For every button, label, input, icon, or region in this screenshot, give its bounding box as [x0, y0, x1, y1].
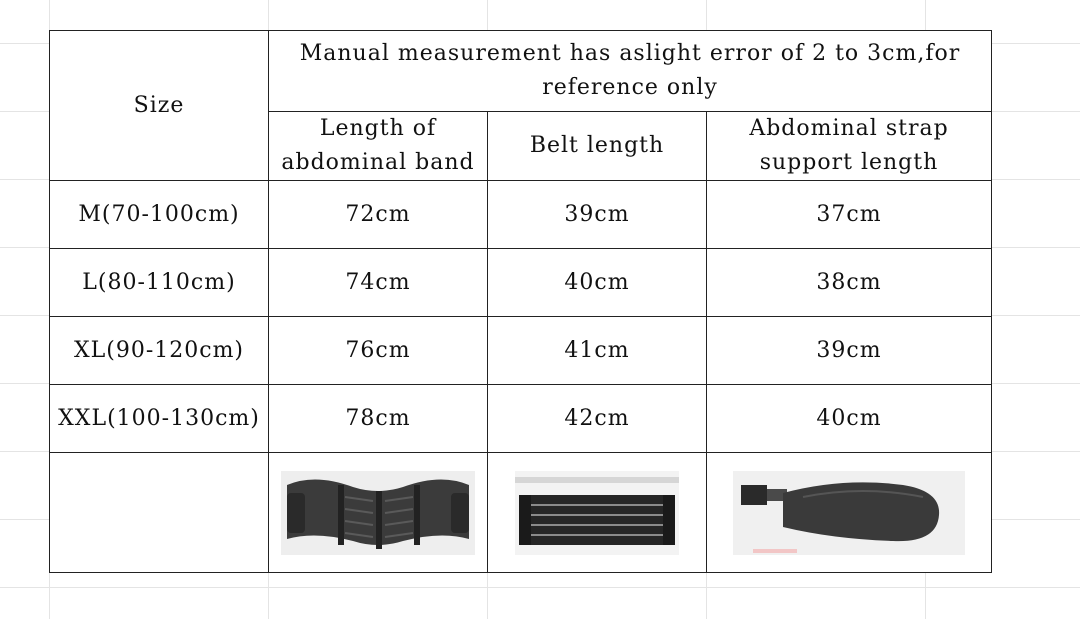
product-image-row — [50, 453, 992, 573]
column-header-band-length: Length of abdominal band — [269, 112, 488, 181]
strap-length-cell: 39cm — [707, 317, 992, 385]
size-chart-table — [49, 30, 992, 573]
band-length-cell: 78cm — [269, 385, 488, 453]
size-header-cell: Size — [50, 31, 269, 181]
belt-length-cell: 41cm — [488, 317, 707, 385]
table-row — [50, 317, 992, 385]
column-header-strap-length: Abdominal strap support length — [707, 112, 992, 181]
size-cell: L(80-110cm) — [50, 249, 269, 317]
strap-length-cell: 37cm — [707, 181, 992, 249]
column-header-belt-length: Belt length — [488, 112, 707, 181]
empty-cell — [50, 453, 269, 573]
abdominal-band-image-cell — [269, 453, 488, 573]
abdominal-band-photo — [281, 471, 475, 555]
band-length-cell: 74cm — [269, 249, 488, 317]
strap-length-cell: 40cm — [707, 385, 992, 453]
strap-length-cell: 38cm — [707, 249, 992, 317]
band-length-cell: 76cm — [269, 317, 488, 385]
measurement-note-cell: Manual measurement has aslight error of 2 to 3cm,for reference only — [269, 31, 992, 112]
band-length-cell: 72cm — [269, 181, 488, 249]
table-row — [50, 385, 992, 453]
table-row — [50, 181, 992, 249]
belt-length-cell: 42cm — [488, 385, 707, 453]
size-cell: M(70-100cm) — [50, 181, 269, 249]
size-cell: XXL(100-130cm) — [50, 385, 269, 453]
abdominal-strap-image-cell — [707, 453, 992, 573]
header-row-top — [50, 31, 992, 112]
size-cell: XL(90-120cm) — [50, 317, 269, 385]
belt-photo — [515, 471, 679, 555]
belt-length-cell: 40cm — [488, 249, 707, 317]
belt-image-cell — [488, 453, 707, 573]
table-row — [50, 249, 992, 317]
abdominal-strap-photo — [733, 471, 965, 555]
belt-length-cell: 39cm — [488, 181, 707, 249]
